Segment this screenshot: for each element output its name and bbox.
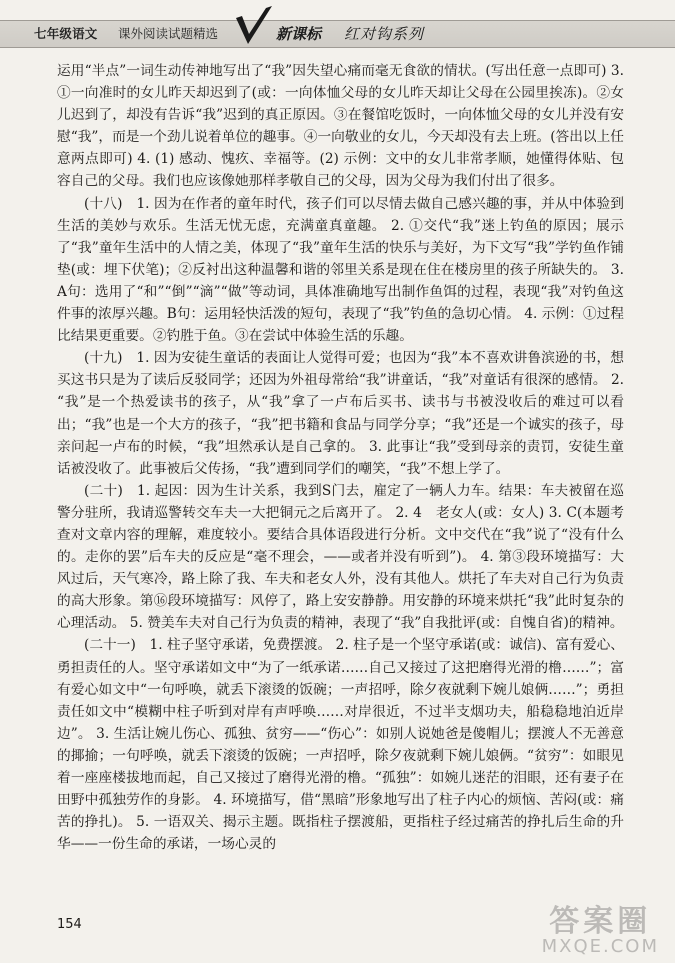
header-band <box>0 20 675 48</box>
page-header <box>0 0 675 52</box>
checkmark-logo-icon <box>232 4 276 50</box>
watermark-logo <box>542 896 659 957</box>
series-label-red-check: 红对钩系列 <box>344 25 425 43</box>
page-number: 154 <box>57 917 82 932</box>
watermark-url: MXQE.COM <box>541 936 659 957</box>
answer-paragraph-continued: 运用“半点”一词生动传神地写出了“我”因失望心痛而毫无食欲的情状。(写出任意一点即可) 3. ①一向准时的女儿昨天却迟到了(或：一向体恤父母的女儿昨天却让父母在公园里挨冻)。②女儿迟到了，却没有告诉“我”迟到的真正原因。③在餐馆吃饭时，一向体恤父母的女儿并没有安慰“我”，而是一个劲儿说着单位的趣事。④一向敬业的女儿，今天却没有去上班。(答出以上任意两点即可) 4. (1) 感动、愧疚、幸福等。(2) 示例：文中的女儿非常孝顺，她懂得体贴、包容自己的父母。我们也应该像她那样孝敬自己的父母，因为父母为我们付出了很多。 <box>57 63 624 190</box>
book-subtitle: 课外阅读试题精选 <box>118 26 219 41</box>
answer-section-20: (二十) 1. 起因：因为生计关系，我到S门去，雇定了一辆人力车。结果：车夫被留在巡警分驻所，我请巡警转交车夫一大把铜元之后离开了。 2. 4 老女人(或：女人) 3. C(本题考查对文章内容的理解，难度较小。要结合具体语段进行分析。文中交代在“我”说了“没有什么的。走你的罢”后车夫的反应是“毫不理会，——或者并没有听到”)。 4. 第③段环境描写：大风过后，天气寒冷，路上除了我、车夫和老女人外，没有其他人。烘托了车夫对自己行为负责的高大形象。第⑯段环境描写：风停了，路上安安静静。用安静的环境来烘托“我”此时复杂的心理活动。 5. 赞美车夫对自己行为负责的精神，表现了“我”自我批评(或：自愧自省)的精神。 <box>57 482 624 632</box>
answer-section-21: (二十一) 1. 柱子坚守承诺，免费摆渡。 2. 柱子是一个坚守承诺(或：诚信)、富有爱心、勇担责任的人。坚守承诺如文中“为了一纸承诺……自己又接过了这把磨得光滑的橹……”；富有爱心如文中“一句呼唤，就丢下滚烫的饭碗；一声招呼，除夕夜就剩下婉儿娘俩……”；勇担责任如文中“模糊中柱子听到对岸有声呼唤……对岸很近，不过半支烟功夫，船稳稳地泊近岸边”。 3. 生活让婉儿伤心、孤独、贫穷——“伤心”：如别人说她爸是傻帽儿；摆渡人不无善意的揶揄；一句呼唤，就丢下滚烫的饭碗；一声招呼，除夕夜就剩下婉儿娘俩。“贫穷”：如眼见着一座座楼拔地而起，自己又接过了磨得光滑的橹。“孤独”：如婉儿迷茫的泪眼，还有妻子在田野中孤独劳作的身影。 4. 环境描写，借“黑暗”形象地写出了柱子内心的烦恼、苦闷(或：痛苦的挣扎)。 5. 一语双关、揭示主题。既指柱子摆渡船，更指柱子经过痛苦的挣扎后生命的升华——一份生命的承诺，一场心灵的 <box>57 637 624 853</box>
answer-section-18: (十八) 1. 因为在作者的童年时代，孩子们可以尽情去做自己感兴趣的事，并从中体验到生活的美妙与欢乐。生活无忧无虑，充满童真童趣。 2. ①交代“我”迷上钓鱼的原因；展示了“我”童年生活中的人情之美，体现了“我”童年生活的快乐与美好，为下文写“我”学钓鱼作铺垫(或：埋下伏笔)；②反衬出这种温馨和谐的邻里关系是现在住在楼房里的孩子所缺失的。 3. A句：选用了“和”“倒”“滴”“做”等动词，具体准确地写出制作鱼饵的过程，表现“我”对钓鱼这件事的浓厚兴趣。B句：运用轻快活泼的短句，表现了“我”钓鱼的急切心情。 4. 示例：①过程比结果更重要。②钓胜于鱼。③在尝试中体验生活的乐趣。 <box>57 195 624 345</box>
answer-text-body <box>57 60 624 855</box>
answer-section-19: (十九) 1. 因为安徒生童话的表面让人觉得可爱；也因为“我”本不喜欢讲鲁滨逊的书，想买这书只是为了读后反驳同学；还因为外祖母常给“我”讲童话，“我”对童话有很深的感情。 2. “我”是一个热爱读书的孩子，从“我”拿了一卢布后买书、读书与书被没收后的难过可以看出；“我”也是一个大方的孩子，“我”把书籍和食品与同学分享；“我”还是一个诚实的孩子，母亲问起一卢布的时候，“我”坦然承认是自己拿的。 3. 此事让“我”受到母亲的责罚，安徒生童话被没收了。此事被后父传扬，“我”遭到同学们的嘲笑，“我”不想上学了。 <box>57 350 624 477</box>
book-grade-title: 七年级语文 <box>34 26 98 41</box>
watermark-name: 答案圈 <box>549 904 652 939</box>
series-label-new-curriculum: 新课标 <box>276 25 322 43</box>
